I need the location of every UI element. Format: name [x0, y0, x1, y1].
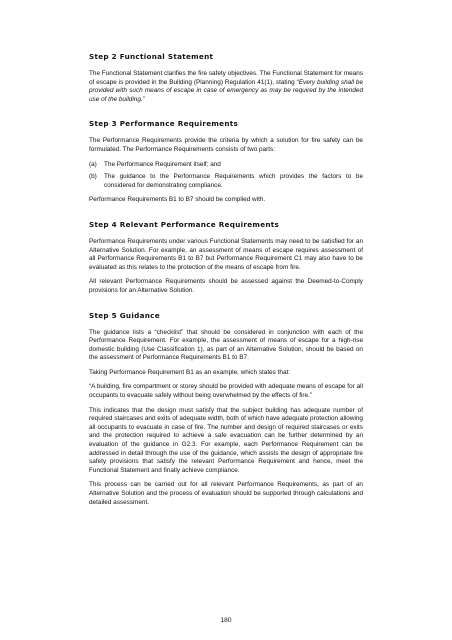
list-text: The Performance Requirement itself; and [104, 160, 221, 168]
section-step4 [89, 220, 363, 296]
list-item [89, 173, 363, 190]
step5-heading: Step 5 Guidance [89, 310, 160, 320]
step5-paragraph-1: The guidance lists a “checklist” that should be considered in conjunction with each of the Performance Requirement. For example, the assessment of means of escape for a high-rise domestic building (Use Classification 1), as part of an Alternative Solution, should be based on the assessment of Performance Requirements B1 to B7. [89, 328, 363, 362]
step5-paragraph-5: This process can be carried out for all relevant Performance Requirements, as part of an Alternative Solution and the process of evaluation should be supported through calculations and detailed assessment. [89, 481, 363, 506]
step4-paragraph-1: Performance Requirements under various Functional Statements may need to be satisfied for an Alternative Solution. For example, an assessment of means of escape requires assessment of all Performance Requirements B1 to B7 but Performance Requirement C1 may also have to be evaluated as this relates to the protection of the means of escape from fire. [89, 237, 363, 271]
step5-paragraph-2: Taking Performance Requirement B1 as an example, which states that: [89, 368, 291, 376]
regulation-quote: Every building shall be provided with such means of escape in case of emergency as may be required by the intended use of the building. [89, 78, 364, 103]
quote-close: ” [142, 95, 145, 103]
step3-paragraph-1: The Performance Requirements provide the criteria by which a solution for fire safety can be formulated. The Performance Requirements consists of two parts: [89, 137, 363, 153]
step5-quote: “A building, fire compartment or storey should be provided with adequate means of escape for all occupants to evacuate safely without being overwhelmed by the effects of fire.” [89, 383, 363, 400]
step4-paragraph-2: All relevant Performance Requirements should be assessed against the Deemed-to-Comply provisions for an Alternative Solution. [89, 278, 363, 294]
list-text: The guidance to the Performance Requirements which provides the factors to be considered for demonstrating compliance. [104, 173, 363, 189]
step4-heading: Step 4 Relevant Performance Requirements [89, 219, 280, 229]
step2-paragraph [89, 70, 363, 104]
step3-list [89, 161, 363, 191]
list-marker: (a) [89, 160, 97, 168]
section-step2 [89, 52, 363, 104]
step2-heading: Step 2 Functional Statement [89, 52, 214, 61]
step5-paragraph-4: This indicates that the design must satisfy that the subject building has adequate number of required staircases and exits of adequate width, both of which have adequate protection allowing all occupants to evacuate in case of fire. The number and design of required staircases or exits and the protection required to achieve a safe evacuation can be further determined by an evaluation of the guidance in G2.3. For example, each Performance Requirement can be addressed in detail through the use of the guidance, which assists the design of appropriate fire safety provisions that satisfy the relevant Performance Requirement and hence, meet the Functional Statement and finally achieve compliance. [89, 406, 363, 474]
step2-text: The Functional Statement clarifies the fire safety objectives. The Functional Statement for means of escape is provided in the Building (Planning) Regulation 41(1), stating “ [89, 70, 363, 86]
section-step5 [89, 311, 363, 508]
page-number: 180 [220, 617, 232, 624]
list-item [89, 161, 363, 170]
step3-heading: Step 3 Performance Requirements [89, 119, 239, 129]
list-marker: (b) [89, 173, 97, 181]
page-content [89, 52, 363, 522]
step3-paragraph-2: Performance Requirements B1 to B7 should be complied with. [89, 196, 266, 204]
section-step3 [89, 119, 363, 205]
